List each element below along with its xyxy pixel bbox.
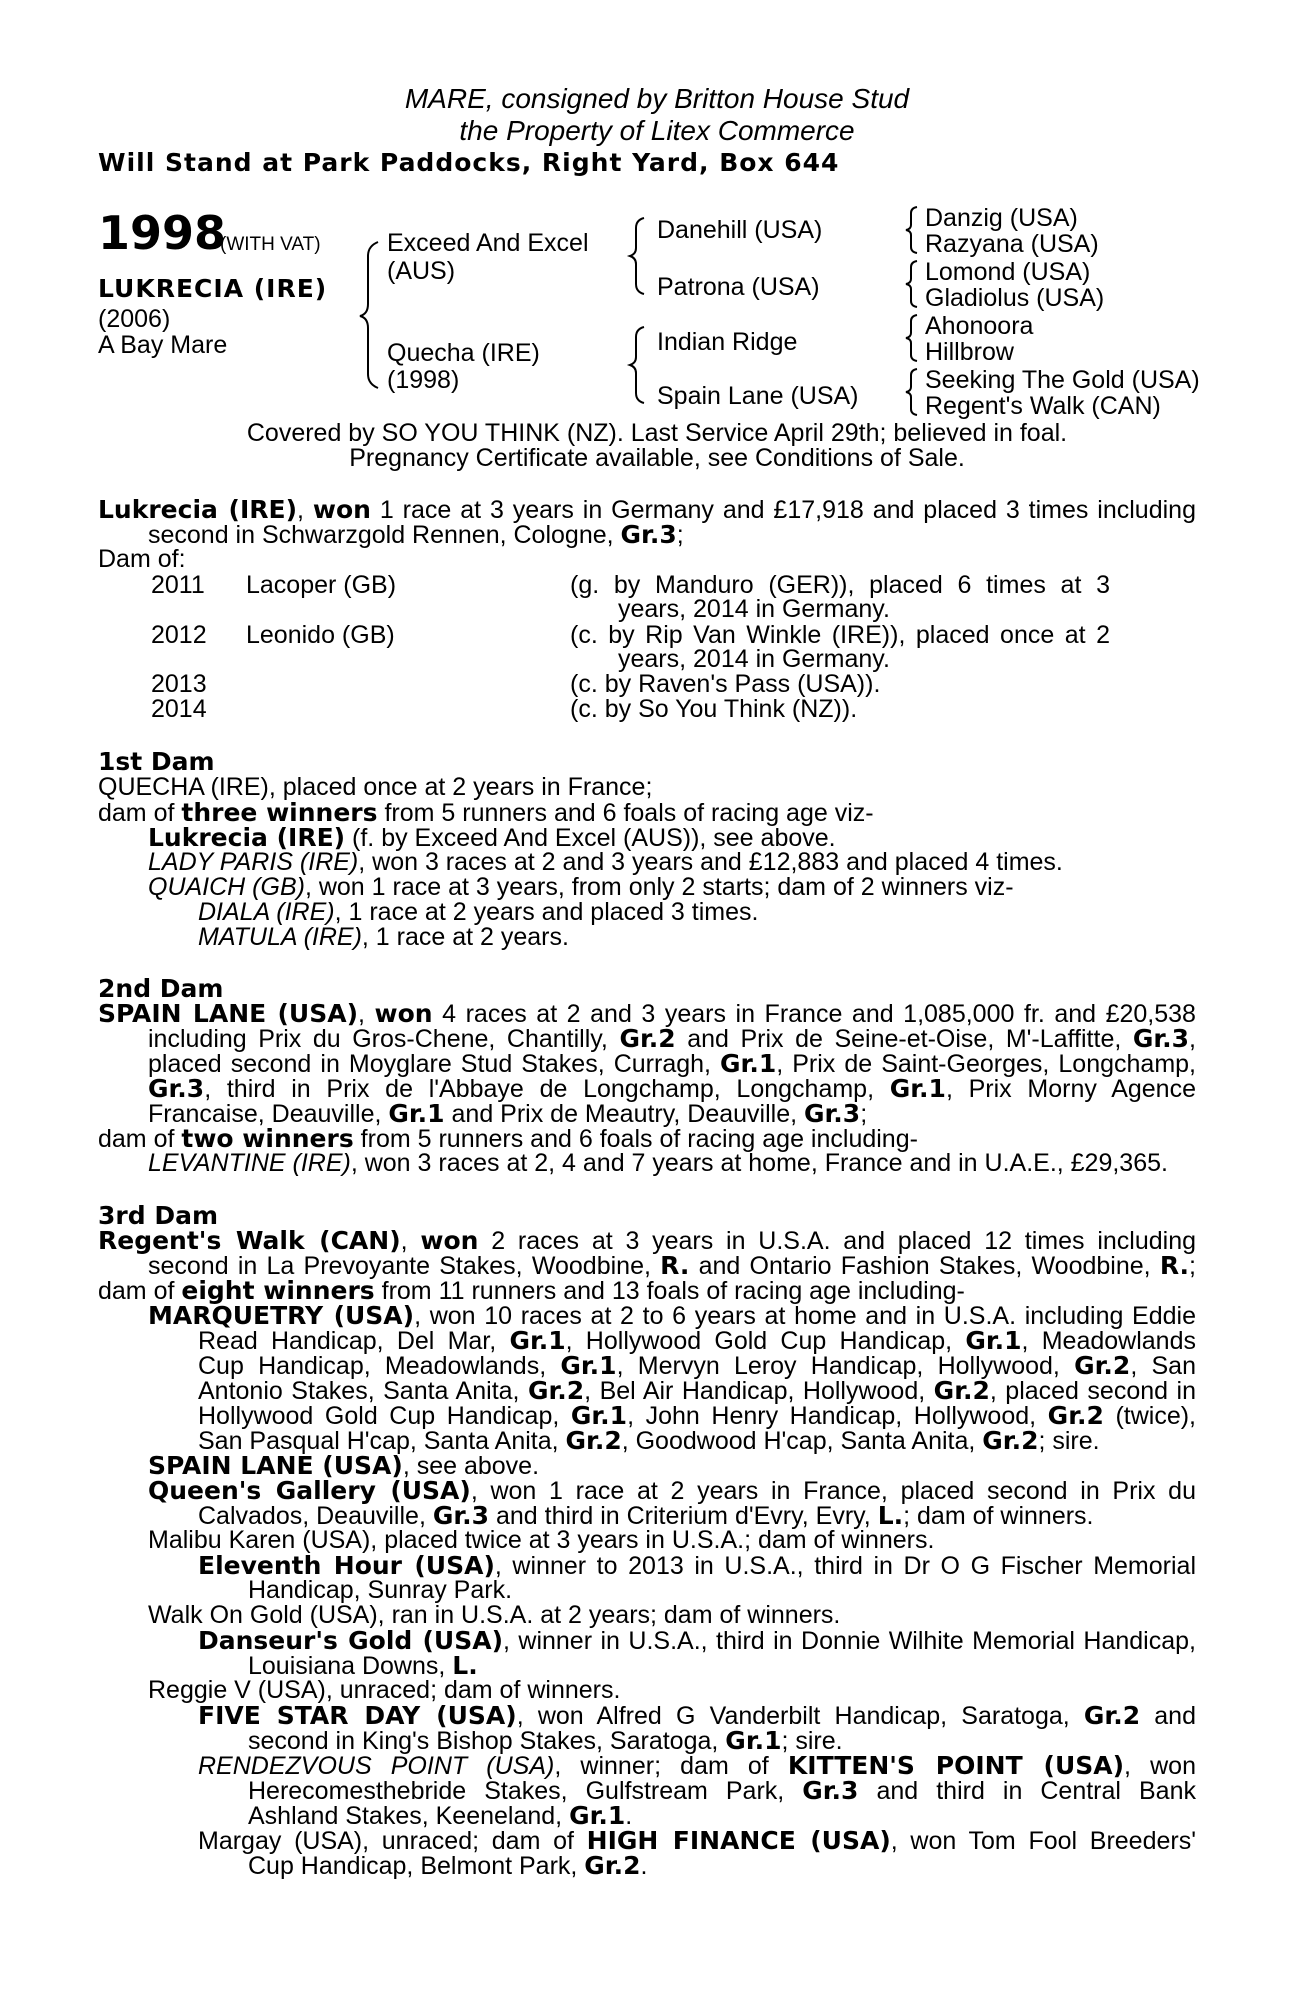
first-dam-line: DIALA (IRE), 1 race at 2 years and placed 3 times. bbox=[198, 898, 759, 926]
third-dam-line: Calvados, Deauville, Gr.3 and third in Criterium d'Evry, Evry, L.; dam of winners. bbox=[198, 1501, 1094, 1530]
third-dam-line: Regent's Walk (CAN), won 2 races at 3 years in U.S.A. and placed 12 times including bbox=[98, 1226, 1196, 1255]
third-dam-line: second in King's Bishop Stakes, Saratoga, Gr.1; sire. bbox=[248, 1726, 843, 1755]
first-dam-line: dam of three winners from 5 runners and 6 foals of racing age viz- bbox=[98, 798, 874, 827]
third-dam-line: Read Handicap, Del Mar, Gr.1, Hollywood Gold Cup Handicap, Gr.1, Meadowlands bbox=[198, 1326, 1196, 1355]
third-dam-line: FIVE STAR DAY (USA), won Alfred G Vanderbilt Handicap, Saratoga, Gr.2 and bbox=[198, 1701, 1196, 1730]
pedigree-brace-dam bbox=[628, 325, 652, 405]
produce-name: Leonido (GB) bbox=[246, 621, 395, 649]
third-dam-line: Cup Handicap, Meadowlands, Gr.1, Mervyn Leroy Handicap, Hollywood, Gr.2, San bbox=[198, 1351, 1196, 1380]
produce-name: Lacoper (GB) bbox=[246, 571, 397, 599]
second-dam-line: SPAIN LANE (USA), won 4 races at 2 and 3 years in France and 1,085,000 fr. and £20,538 bbox=[98, 999, 1196, 1028]
pedigree-g3: Lomond (USA) bbox=[925, 258, 1091, 286]
pedigree-sire: Exceed And Excel bbox=[387, 229, 589, 257]
produce-desc-cont: years, 2014 in Germany. bbox=[618, 645, 890, 673]
produce-desc: (g. by Manduro (GER)), placed 6 times at 3 bbox=[570, 571, 1110, 599]
horse-name: LUKRECIA (IRE) bbox=[98, 274, 328, 303]
horse-description: A Bay Mare bbox=[98, 331, 228, 359]
third-dam-line: Cup Handicap, Belmont Park, Gr.2. bbox=[248, 1851, 648, 1880]
third-dam-line: second in La Prevoyante Stakes, Woodbine, R. and Ontario Fashion Stakes, Woodbine, R.; bbox=[148, 1251, 1196, 1280]
pedigree-brace-sire bbox=[628, 216, 652, 296]
pedigree-brace-main bbox=[360, 240, 390, 390]
second-dam-line: Francaise, Deauville, Gr.1 and Prix de Meautry, Deauville, Gr.3; bbox=[148, 1099, 868, 1128]
pedigree-brace-g2 bbox=[903, 259, 923, 309]
first-dam-line: QUECHA (IRE), placed once at 2 years in France; bbox=[98, 773, 653, 801]
third-dam-line: Handicap, Sunray Park. bbox=[248, 1576, 513, 1604]
foaled-year: (2006) bbox=[98, 305, 171, 333]
third-dam-line: Queen's Gallery (USA), won 1 race at 2 years in France, placed second in Prix du bbox=[148, 1476, 1196, 1505]
pedigree-g4: Gladiolus (USA) bbox=[925, 284, 1105, 312]
pedigree-sire-dam: Patrona (USA) bbox=[657, 273, 820, 301]
third-dam-line: RENDEZVOUS POINT (USA), winner; dam of KITTEN'S POINT (USA), won bbox=[198, 1751, 1196, 1780]
pedigree-brace-g1 bbox=[903, 205, 923, 255]
lukrecia-name: Lukrecia (IRE) bbox=[98, 495, 298, 524]
header-line-1: MARE, consigned by Britton House Stud bbox=[404, 83, 910, 114]
produce-year: 2011 bbox=[151, 571, 205, 599]
third-dam-heading: 3rd Dam bbox=[98, 1201, 218, 1230]
first-dam-line: MATULA (IRE), 1 race at 2 years. bbox=[198, 923, 569, 951]
second-dam-line: including Prix du Gros-Chene, Chantilly, Gr.2 and Prix de Seine-et-Oise, M'-Laffitte, Gr.3, bbox=[148, 1024, 1196, 1053]
third-dam-line: Malibu Karen (USA), placed twice at 3 years in U.S.A.; dam of winners. bbox=[148, 1526, 935, 1554]
header-line-2: the Property of Litex Commerce bbox=[459, 115, 855, 146]
first-dam-line: LADY PARIS (IRE), won 3 races at 2 and 3 years and £12,883 and placed 4 times. bbox=[148, 848, 1063, 876]
produce-desc: (c. by So You Think (NZ)). bbox=[570, 695, 858, 723]
pedigree-sire-country: (AUS) bbox=[387, 257, 456, 285]
third-dam-line: Eleventh Hour (USA), winner to 2013 in U.S.A., third in Dr O G Fischer Memorial bbox=[198, 1551, 1196, 1580]
third-dam-line: Herecomesthebride Stakes, Gulfstream Park, Gr.3 and third in Central Bank bbox=[248, 1776, 1196, 1805]
third-dam-line: Reggie V (USA), unraced; dam of winners. bbox=[148, 1676, 621, 1704]
third-dam-line: Antonio Stakes, Santa Anita, Gr.2, Bel Air Handicap, Hollywood, Gr.2, placed second in bbox=[198, 1376, 1196, 1405]
header-line-3: Will Stand at Park Paddocks, Right Yard, Box 644 bbox=[98, 148, 840, 177]
third-dam-line: SPAIN LANE (USA), see above. bbox=[148, 1451, 540, 1480]
pedigree-dam: Quecha (IRE) bbox=[387, 339, 540, 367]
second-dam-line: dam of two winners from 5 runners and 6 foals of racing age including- bbox=[98, 1124, 918, 1153]
produce-year: 2014 bbox=[151, 695, 207, 723]
pedigree-g7: Seeking The Gold (USA) bbox=[925, 366, 1200, 394]
produce-desc: (c. by Rip Van Winkle (IRE)), placed once at 2 bbox=[570, 621, 1110, 649]
third-dam-line: dam of eight winners from 11 runners and 13 foals of racing age including- bbox=[98, 1276, 965, 1305]
covered-line-2: Pregnancy Certificate available, see Conditions of Sale. bbox=[349, 444, 965, 472]
second-dam-heading: 2nd Dam bbox=[98, 974, 224, 1003]
produce-desc: (c. by Raven's Pass (USA)). bbox=[570, 670, 881, 698]
third-dam-line: Ashland Stakes, Keeneland, Gr.1. bbox=[248, 1801, 633, 1830]
first-dam-line: Lukrecia (IRE) (f. by Exceed And Excel (AUS)), see above. bbox=[148, 823, 836, 852]
pedigree-brace-g3 bbox=[903, 313, 923, 363]
first-dam-line: QUAICH (GB), won 1 race at 3 years, from only 2 starts; dam of 2 winners viz- bbox=[148, 873, 1014, 901]
second-dam-line: LEVANTINE (IRE), won 3 races at 2, 4 and 7 years at home, France and in U.A.E., £29,365. bbox=[148, 1149, 1168, 1177]
lot-number: 1998 bbox=[98, 206, 227, 260]
pedigree-dam-dam: Spain Lane (USA) bbox=[657, 382, 859, 410]
lukrecia-text-1: 1 race at 3 years in Germany and £17,918 and placed 3 times including bbox=[370, 496, 1196, 524]
lukrecia-line-1: Lukrecia (IRE), won 1 race at 3 years in Germany and £17,918 and placed 3 times including bbox=[98, 495, 1196, 524]
vat-label: (WITH VAT) bbox=[220, 234, 321, 255]
pedigree-g8: Regent's Walk (CAN) bbox=[925, 392, 1161, 420]
pedigree-dam-year: (1998) bbox=[387, 366, 460, 394]
lukrecia-line-2: second in Schwarzgold Rennen, Cologne, Gr.3; bbox=[148, 520, 684, 549]
lukrecia-won: won bbox=[312, 495, 371, 524]
produce-desc-cont: years, 2014 in Germany. bbox=[618, 595, 890, 623]
third-dam-line: Louisiana Downs, L. bbox=[248, 1651, 478, 1680]
pedigree-sire-sire: Danehill (USA) bbox=[657, 216, 823, 244]
third-dam-line: San Pasqual H'cap, Santa Anita, Gr.2, Goodwood H'cap, Santa Anita, Gr.2; sire. bbox=[198, 1426, 1100, 1455]
pedigree-g6: Hillbrow bbox=[925, 338, 1014, 366]
produce-year: 2013 bbox=[151, 670, 207, 698]
third-dam-line: MARQUETRY (USA), won 10 races at 2 to 6 years at home and in U.S.A. including Eddie bbox=[148, 1301, 1197, 1330]
dam-of-label: Dam of: bbox=[98, 545, 186, 573]
pedigree-g1: Danzig (USA) bbox=[925, 204, 1078, 232]
pedigree-dam-sire: Indian Ridge bbox=[657, 328, 798, 356]
first-dam-heading: 1st Dam bbox=[98, 747, 215, 776]
second-dam-line: placed second in Moyglare Stud Stakes, Curragh, Gr.1, Prix de Saint-Georges, Longchamp, bbox=[148, 1049, 1196, 1078]
second-dam-line: Gr.3, third in Prix de l'Abbaye de Longchamp, Longchamp, Gr.1, Prix Morny Agence bbox=[148, 1074, 1196, 1103]
pedigree-g2: Razyana (USA) bbox=[925, 230, 1099, 258]
third-dam-line: Margay (USA), unraced; dam of HIGH FINANCE (USA), won Tom Fool Breeders' bbox=[198, 1826, 1196, 1855]
third-dam-line: Danseur's Gold (USA), winner in U.S.A., third in Donnie Wilhite Memorial Handicap, bbox=[198, 1626, 1196, 1655]
third-dam-line: Hollywood Gold Cup Handicap, Gr.1, John Henry Handicap, Hollywood, Gr.2 (twice), bbox=[198, 1401, 1196, 1430]
third-dam-line: Walk On Gold (USA), ran in U.S.A. at 2 years; dam of winners. bbox=[148, 1601, 841, 1629]
pedigree-g5: Ahonoora bbox=[925, 312, 1034, 340]
produce-year: 2012 bbox=[151, 621, 207, 649]
pedigree-brace-g4 bbox=[903, 367, 923, 417]
covered-line-1: Covered by SO YOU THINK (NZ). Last Service April 29th; believed in foal. bbox=[246, 419, 1068, 447]
